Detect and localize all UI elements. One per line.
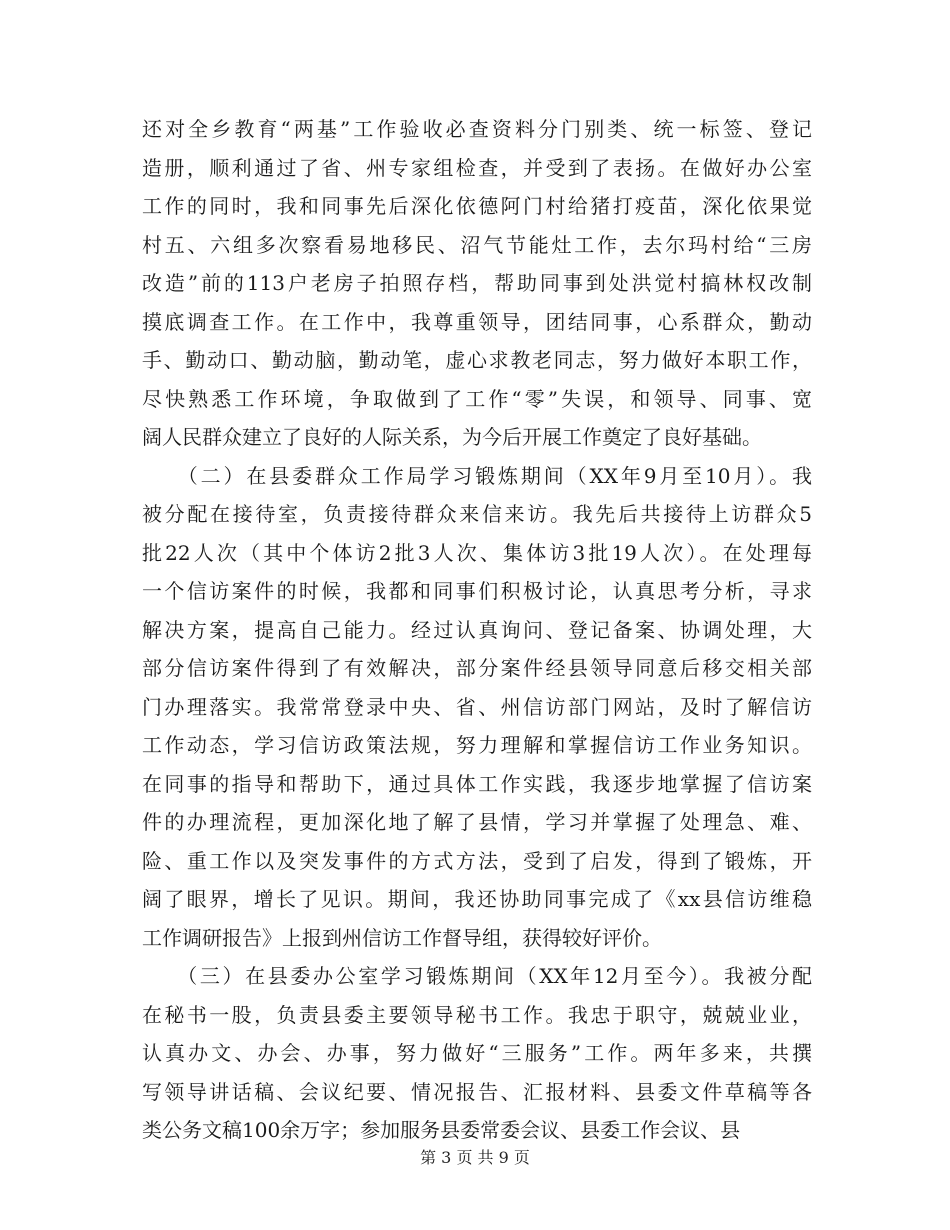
- text-line: 阔了眼界，增长了见识。期间，我还协助同事完成了《xx县信访维稳: [142, 887, 812, 911]
- text-line: 件的办理流程，更加深化地了解了县情，学习并掌握了处理急、难、: [142, 810, 812, 834]
- text-line: 工作调研报告》上报到州信访工作督导组，获得较好评价。: [142, 925, 662, 950]
- text-line: （二）在县委群众工作局学习锻炼期间（XX年9月至10月）。我: [142, 463, 812, 488]
- text-line: （三）在县委办公室学习锻炼期间（XX年12月至今）。我被分配: [142, 964, 812, 988]
- text-line: 被分配在接待室，负责接待群众来信来访。我先后共接待上访群众5: [142, 502, 812, 526]
- text-line: 手、勤动口、勤动脑，勤动笔，虚心求教老同志，努力做好本职工作，: [142, 348, 812, 372]
- body-text: [142, 110, 812, 1150]
- text-line: 险、重工作以及突发事件的方式方法，受到了启发，得到了锻炼，开: [142, 848, 812, 873]
- text-line: 还对全乡教育“两基”工作验收必查资料分门别类、统一标签、登记: [142, 117, 812, 141]
- text-line: 尽快熟悉工作环境，争取做到了工作“零”失误，和领导、同事、宽: [142, 386, 812, 411]
- text-line: 摸底调查工作。在工作中，我尊重领导，团结同事，心系群众，勤动: [142, 309, 812, 334]
- text-line: 阔人民群众建立了良好的人际关系，为今后开展工作奠定了良好基础。: [142, 425, 762, 449]
- text-line: 部分信访案件得到了有效解决，部分案件经县领导同意后移交相关部: [142, 656, 812, 680]
- text-line: 门办理落实。我常常登录中央、省、州信访部门网站，及时了解信访: [142, 694, 812, 719]
- text-line: 工作动态，学习信访政策法规，努力理解和掌握信访工作业务知识。: [142, 733, 812, 757]
- text-line: 造册，顺利通过了省、州专家组检查，并受到了表扬。在做好办公室: [142, 155, 812, 180]
- text-line: 写领导讲话稿、会议纪要、情况报告、汇报材料、县委文件草稿等各: [142, 1079, 812, 1104]
- text-line: 工作的同时，我和同事先后深化依德阿门村给猪打疫苗，深化依果觉: [142, 194, 812, 218]
- text-line: 一个信访案件的时候，我都和同事们积极讨论，认真思考分析，寻求: [142, 579, 812, 603]
- text-line: 认真办文、办会、办事，努力做好“三服务”工作。两年多来，共撰: [142, 1041, 812, 1065]
- text-line: 改造”前的113户老房子拍照存档，帮助同事到处洪觉村搞林权改制: [142, 271, 812, 295]
- text-line: 在秘书一股，负责县委主要领导秘书工作。我忠于职守，兢兢业业，: [142, 1002, 812, 1027]
- text-line: 批22人次（其中个体访2批3人次、集体访3批19人次）。在处理每: [142, 540, 812, 565]
- text-line: 在同事的指导和帮助下，通过具体工作实践，我逐步地掌握了信访案: [142, 771, 812, 796]
- text-line: 类公务文稿100余万字；参加服务县委常委会议、县委工作会议、县: [142, 1118, 741, 1142]
- text-line: 解决方案，提高自己能力。经过认真询问、登记备案、协调处理，大: [142, 617, 812, 642]
- page-number-footer: 第 3 页 共 9 页: [420, 1148, 530, 1167]
- text-line: 村五、六组多次察看易地移民、沼气节能灶工作，去尔玛村给“三房: [142, 232, 812, 257]
